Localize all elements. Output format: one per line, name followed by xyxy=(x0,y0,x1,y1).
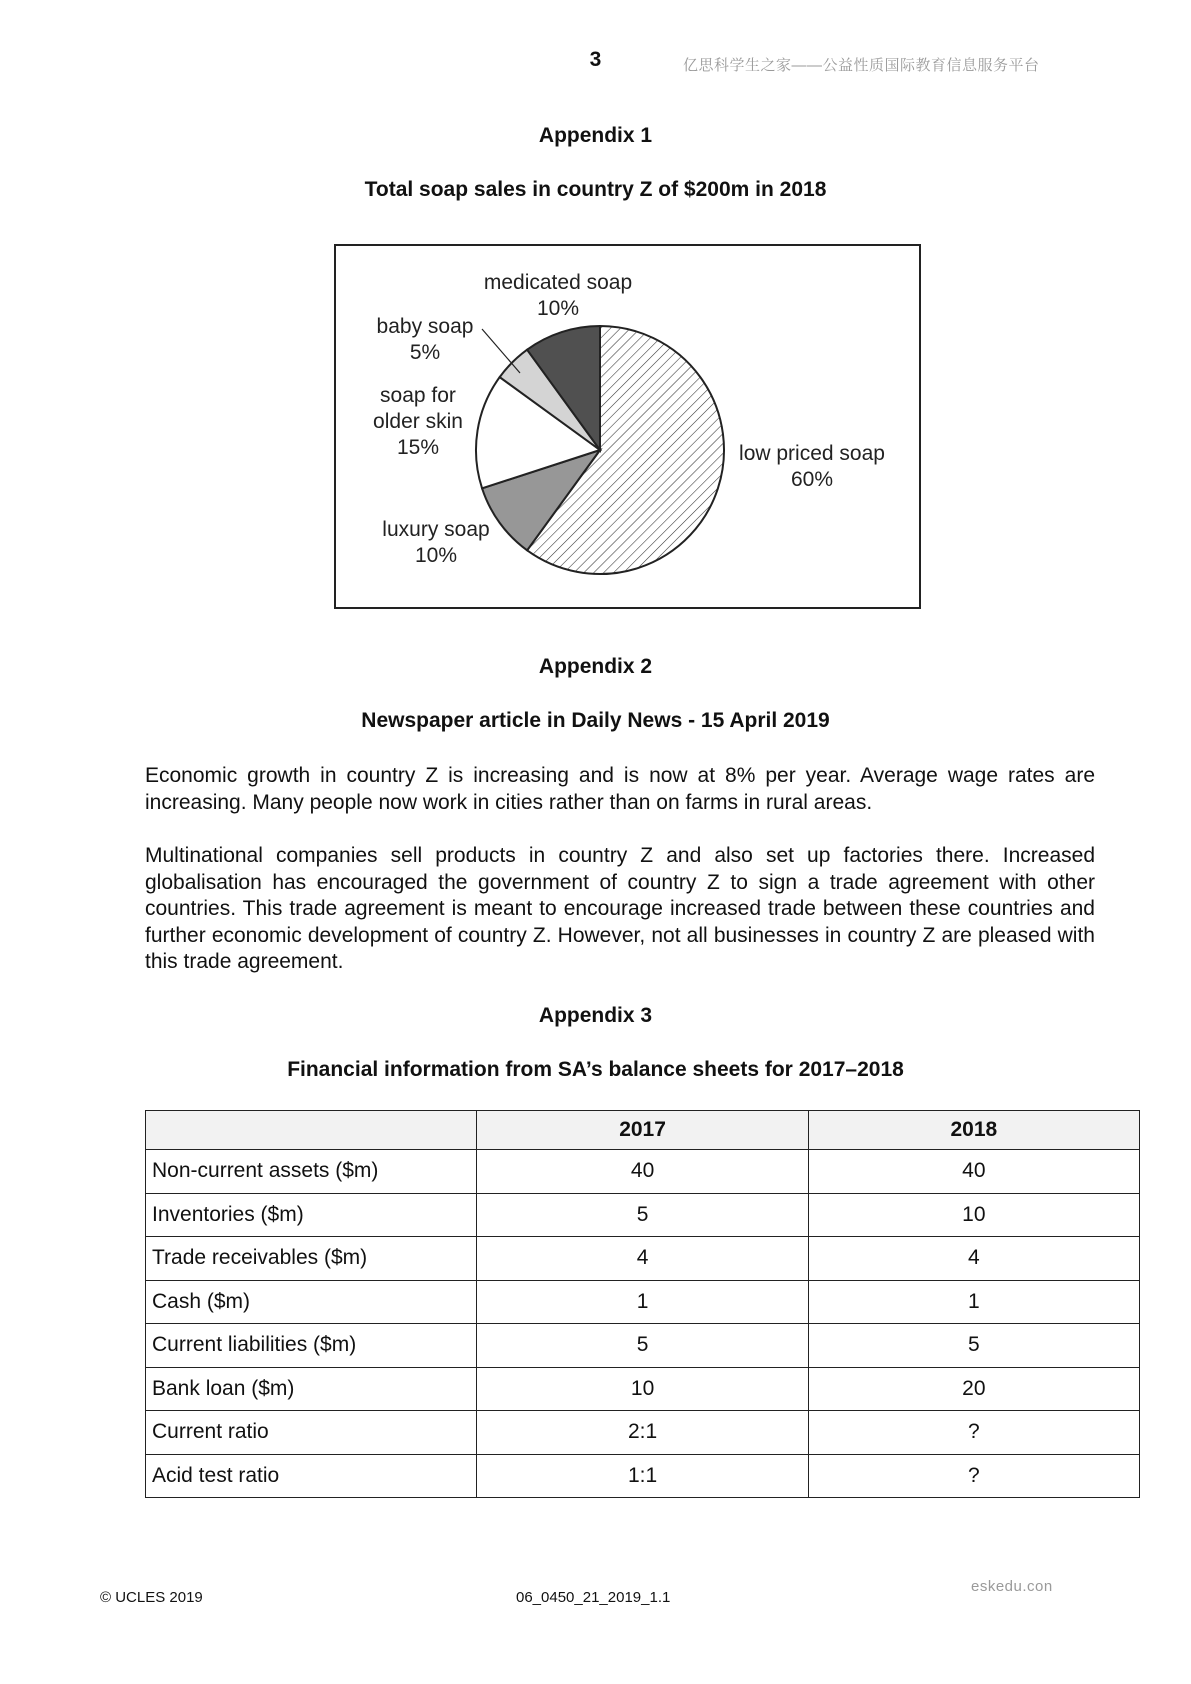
table-header-row xyxy=(146,1111,1140,1150)
value-2017: 1:1 xyxy=(477,1454,808,1498)
pie-chart xyxy=(336,246,919,607)
value-2017: 10 xyxy=(477,1367,808,1411)
pie-label-medicated-soap: medicated soap 10% xyxy=(483,271,633,320)
table-row xyxy=(146,1150,1140,1194)
value-2017: 2:1 xyxy=(477,1411,808,1455)
table-row xyxy=(146,1454,1140,1498)
table-row xyxy=(146,1193,1140,1237)
pie-label-low-priced-soap: low priced soap 60% xyxy=(739,442,885,491)
table-header-cell xyxy=(146,1111,477,1150)
value-2017: 4 xyxy=(477,1237,808,1281)
row-label: Cash ($m) xyxy=(146,1280,477,1324)
value-2018: 40 xyxy=(808,1150,1139,1194)
watermark-bottom: eskedu.con xyxy=(971,1578,1053,1595)
value-2018: 10 xyxy=(808,1193,1139,1237)
footer-code: 06_0450_21_2019_1.1 xyxy=(516,1589,671,1606)
table-row xyxy=(146,1324,1140,1368)
page-number: 3 xyxy=(589,48,602,71)
appendix2-subtitle: Newspaper article in Daily News - 15 April 2019 xyxy=(361,709,830,732)
appendix2-title: Appendix 2 xyxy=(538,655,653,678)
appendix3-subtitle: Financial information from SA’s balance sheets for 2017–2018 xyxy=(287,1058,904,1081)
table-header-cell: 2017 xyxy=(477,1111,808,1150)
footer-copyright: © UCLES 2019 xyxy=(100,1589,203,1606)
appendix1-subtitle: Total soap sales in country Z of $200m in 2018 xyxy=(364,178,827,201)
table-row xyxy=(146,1411,1140,1455)
value-2018: ? xyxy=(808,1454,1139,1498)
pie-label-luxury-soap: luxury soap 10% xyxy=(382,518,490,567)
row-label: Non-current assets ($m) xyxy=(146,1150,477,1194)
row-label: Inventories ($m) xyxy=(146,1193,477,1237)
value-2017: 5 xyxy=(477,1193,808,1237)
table-row xyxy=(146,1237,1140,1281)
row-label: Bank loan ($m) xyxy=(146,1367,477,1411)
row-label: Trade receivables ($m) xyxy=(146,1237,477,1281)
appendix1-title: Appendix 1 xyxy=(538,124,653,147)
table-row xyxy=(146,1280,1140,1324)
pie-label-baby-soap: baby soap 5% xyxy=(376,315,474,364)
value-2018: 1 xyxy=(808,1280,1139,1324)
article-paragraph-2: Multinational companies sell products in country Z and also set up factories there. Increased globalisation has encouraged the government of country Z to sign a trade agreement with other countries. This trade agreement is meant to encourage increased trade between these countries and further economic development of country Z. However, not all businesses in country Z are pleased with this trade agreement. xyxy=(145,844,1095,973)
row-label: Current ratio xyxy=(146,1411,477,1455)
pie-label-soap-for-older-skin: soap for older skin 15% xyxy=(373,384,463,459)
pie-chart-frame xyxy=(334,244,921,609)
value-2018: 4 xyxy=(808,1237,1139,1281)
appendix3-title: Appendix 3 xyxy=(538,1004,653,1027)
value-2017: 5 xyxy=(477,1324,808,1368)
article-paragraph-1: Economic growth in country Z is increasing and is now at 8% per year. Average wage rates are increasing. Many people now work in cities rather than on farms in rural areas. xyxy=(145,764,1095,814)
table-row xyxy=(146,1367,1140,1411)
value-2018: 20 xyxy=(808,1367,1139,1411)
table-header-cell: 2018 xyxy=(808,1111,1139,1150)
watermark-top: 亿思科学生之家——公益性质国际教育信息服务平台 xyxy=(683,57,1040,74)
value-2018: 5 xyxy=(808,1324,1139,1368)
row-label: Current liabilities ($m) xyxy=(146,1324,477,1368)
baby-soap-leader-line xyxy=(482,329,520,373)
value-2017: 40 xyxy=(477,1150,808,1194)
value-2017: 1 xyxy=(477,1280,808,1324)
financial-table xyxy=(145,1110,1140,1498)
row-label: Acid test ratio xyxy=(146,1454,477,1498)
value-2018: ? xyxy=(808,1411,1139,1455)
